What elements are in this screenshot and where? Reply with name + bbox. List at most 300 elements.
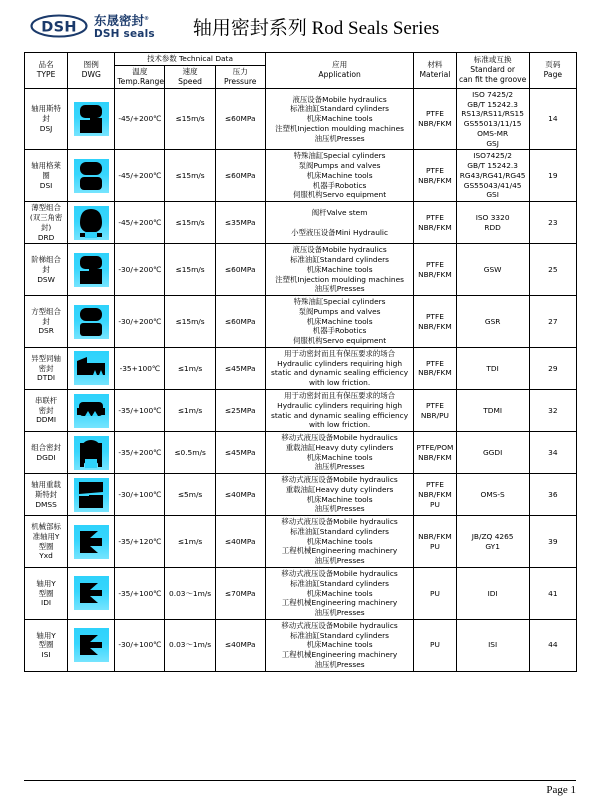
- header-pressure-en: Pressure: [224, 76, 257, 86]
- table-row: [25, 619, 577, 671]
- table-body: [25, 88, 577, 671]
- seal-dgdi-icon: [74, 436, 109, 470]
- application-line: 机床Machine tools: [306, 536, 373, 546]
- application-line: 小型液压设备Mini Hydraulic: [291, 227, 389, 237]
- standard-line: GGDI: [482, 447, 503, 457]
- type-line: DRD: [37, 232, 55, 242]
- seal-dsw-icon: [74, 253, 109, 287]
- application-line: 油压机Presses: [314, 608, 365, 618]
- cell-speed: 0.03～1m/s: [165, 568, 215, 620]
- type-line: DMSS: [35, 499, 57, 509]
- application-line: 油压机Presses: [314, 504, 365, 514]
- cell-page-number: 23: [529, 202, 576, 244]
- page-footer: [24, 780, 576, 796]
- type-line: 封: [42, 316, 50, 326]
- cell-type: [25, 390, 68, 432]
- cell-temperature: -35/+200℃: [115, 432, 165, 474]
- table-row: [25, 296, 577, 348]
- column-header-standard: [456, 53, 529, 89]
- type-line: DDMI: [36, 415, 57, 425]
- type-line: 异型同轴: [31, 353, 61, 363]
- type-line: 阶梯组合: [31, 255, 61, 265]
- cell-temperature: -45/+200℃: [115, 88, 165, 150]
- application-line: Hydraulic cylinders requiring high static and dynamic sealing efficiency with low friction.: [271, 400, 409, 430]
- material-line: PTFE: [425, 480, 444, 489]
- cell-material: [414, 390, 456, 432]
- cell-application: [265, 474, 414, 516]
- cell-standard: [456, 432, 529, 474]
- cell-application: [265, 619, 414, 671]
- type-line: DGDI: [36, 452, 56, 462]
- cell-standard: [456, 88, 529, 150]
- cell-type: [25, 296, 68, 348]
- seal-dsi-icon: [74, 159, 109, 193]
- seal-idi-icon: [74, 576, 109, 610]
- cell-pressure: ≤40MPa: [215, 619, 265, 671]
- cell-page-number: 25: [529, 244, 576, 296]
- seal-dmss-icon: [74, 478, 109, 512]
- cell-speed: ≤15m/s: [165, 296, 215, 348]
- header-standard-en2: can fit the groove: [458, 75, 527, 85]
- cell-material: [414, 619, 456, 671]
- cell-pressure: ≤70MPa: [215, 568, 265, 620]
- cell-type: [25, 88, 68, 150]
- cell-material: [414, 347, 456, 389]
- cell-type: [25, 568, 68, 620]
- cell-standard: [456, 474, 529, 516]
- table-row: [25, 347, 577, 389]
- type-line: 机械部标: [31, 522, 61, 532]
- type-line: 组合密封: [31, 442, 61, 452]
- cell-pressure: ≤60MPa: [215, 244, 265, 296]
- cell-temperature: -35/+120℃: [115, 516, 165, 568]
- application-line: 标准油缸Standard cylinders: [290, 578, 390, 588]
- type-line: DSR: [38, 326, 54, 336]
- application-line: 工程机械Engineering machinery: [281, 650, 398, 660]
- application-line: 标准油缸Standard cylinders: [290, 104, 390, 114]
- cell-standard: [456, 516, 529, 568]
- type-line: 密封: [38, 363, 54, 373]
- cell-drawing: [68, 296, 115, 348]
- application-line: 油压机Presses: [314, 556, 365, 566]
- application-line: 注塑机Injection moulding machines: [275, 123, 404, 133]
- application-line: 机器手Robotics: [312, 326, 367, 336]
- cell-pressure: ≤40MPa: [215, 516, 265, 568]
- header-standard-en1: Standard or: [470, 65, 515, 75]
- cell-pressure: ≤45MPa: [215, 347, 265, 389]
- cell-temperature: -30/+200℃: [115, 244, 165, 296]
- header-pressure-cn: 压力: [232, 66, 248, 76]
- application-line: 机床Machine tools: [306, 264, 373, 274]
- standard-line: TDMI: [483, 405, 502, 415]
- application-line: [268, 218, 412, 228]
- material-line: PTFE: [425, 109, 444, 119]
- application-line: 标准油缸Standard cylinders: [290, 255, 390, 265]
- material-line: PTFE: [425, 259, 444, 269]
- type-line: DSW: [37, 274, 55, 284]
- type-line: 轴用斯特: [31, 104, 61, 114]
- standard-line: GB/T 15242.3: [467, 99, 518, 109]
- material-line: PTFE: [425, 400, 444, 410]
- cell-material: [414, 244, 456, 296]
- type-line: 型圈: [38, 640, 54, 650]
- application-line: 阀杆Valve stem: [311, 208, 368, 218]
- material-line: PTFE: [425, 358, 444, 368]
- column-header-page: [529, 53, 576, 89]
- table-header: [25, 53, 577, 89]
- header-type-cn: 品名: [38, 60, 54, 70]
- standard-line: RDD: [484, 222, 501, 232]
- application-line: 液压设备Mobile hydraulics: [292, 245, 387, 255]
- header-application-cn: 应用: [332, 60, 348, 70]
- application-line: 机器手Robotics: [312, 180, 367, 190]
- material-line: PTFE: [425, 166, 444, 176]
- cell-speed: ≤1m/s: [165, 390, 215, 432]
- type-line: 准轴用Y: [32, 531, 60, 541]
- header-material-cn: 材料: [427, 60, 443, 70]
- standard-line: ISO 3320: [475, 212, 510, 222]
- standard-line: GB/T 15242.3: [467, 161, 518, 171]
- table-row: [25, 202, 577, 244]
- column-header-speed: [165, 65, 215, 88]
- application-line: 油压机Presses: [314, 659, 365, 669]
- table-row: [25, 244, 577, 296]
- application-line: 标准油缸Standard cylinders: [290, 630, 390, 640]
- application-line: 伺服机构Servo equipment: [293, 190, 387, 200]
- cell-speed: 0.03～1m/s: [165, 619, 215, 671]
- type-line: ISI: [41, 650, 51, 660]
- cell-drawing: [68, 244, 115, 296]
- cell-drawing: [68, 88, 115, 150]
- column-header-dwg: [68, 53, 115, 89]
- cell-pressure: ≤60MPa: [215, 150, 265, 202]
- cell-standard: [456, 150, 529, 202]
- cell-drawing: [68, 347, 115, 389]
- application-line: 注塑机Injection moulding machines: [275, 274, 404, 284]
- material-line: PU: [429, 541, 440, 551]
- cell-application: [265, 202, 414, 244]
- type-line: 封: [42, 114, 50, 124]
- column-header-technical-data: 技术参数 Technical Data: [115, 53, 266, 66]
- cell-speed: ≤0.5m/s: [165, 432, 215, 474]
- column-header-application: [265, 53, 414, 89]
- cell-application: [265, 296, 414, 348]
- type-line: 轴用格莱: [31, 161, 61, 171]
- header-speed-cn: 速度: [182, 66, 198, 76]
- standard-line: GSJ: [486, 138, 499, 148]
- cell-drawing: [68, 516, 115, 568]
- cell-page-number: 39: [529, 516, 576, 568]
- type-line: IDI: [41, 598, 52, 608]
- table-row: [25, 88, 577, 150]
- header-row-1: [25, 53, 577, 66]
- type-line: 斯特封: [34, 489, 58, 499]
- standard-line: TDI: [486, 363, 499, 373]
- cell-drawing: [68, 202, 115, 244]
- cell-type: [25, 202, 68, 244]
- cell-material: [414, 202, 456, 244]
- cell-standard: [456, 390, 529, 432]
- cell-speed: ≤15m/s: [165, 150, 215, 202]
- cell-application: [265, 390, 414, 432]
- material-line: PTFE/POM: [416, 442, 454, 452]
- cell-material: [414, 516, 456, 568]
- column-header-material: [414, 53, 456, 89]
- cell-standard: [456, 347, 529, 389]
- application-line: 用于动密封而且有保压要求的场合: [284, 391, 396, 400]
- application-line: 特殊油缸Special cylinders: [293, 297, 386, 307]
- application-line: 泵阀Pumps and valves: [298, 161, 381, 171]
- material-line: NBR/FKM: [418, 222, 452, 232]
- application-line: 标准油缸Standard cylinders: [290, 526, 390, 536]
- standard-line: RS13/RS11/RS15: [461, 109, 524, 119]
- type-line: 轴用Y: [36, 578, 56, 588]
- application-line: 机床Machine tools: [306, 170, 373, 180]
- type-line: DSI: [39, 180, 53, 190]
- material-line: NBR/FKM: [418, 175, 452, 185]
- type-line: 型圈: [38, 541, 54, 551]
- application-line: 移动式液压设备Mobile hydraulics: [281, 517, 398, 527]
- cell-standard: [456, 244, 529, 296]
- type-line: 封): [40, 222, 52, 232]
- seal-ddmi-icon: [74, 394, 109, 428]
- application-line: 伺服机构Servo equipment: [293, 336, 387, 346]
- standard-line: ISI: [488, 640, 498, 650]
- standard-line: IDI: [487, 588, 498, 598]
- cell-page-number: 19: [529, 150, 576, 202]
- material-line: NBR/FKM: [418, 489, 452, 499]
- type-line: 轴用Y: [36, 630, 56, 640]
- header-material-en: Material: [419, 70, 451, 80]
- cell-standard: [456, 202, 529, 244]
- cell-temperature: -45/+200℃: [115, 202, 165, 244]
- cell-temperature: -35+100℃: [115, 347, 165, 389]
- cell-pressure: ≤40MPa: [215, 474, 265, 516]
- material-line: NBR/FKM: [418, 119, 452, 129]
- standard-line: GY1: [485, 541, 500, 551]
- application-line: 泵阀Pumps and valves: [298, 306, 381, 316]
- material-line: NBR/FKM: [418, 531, 452, 541]
- cell-drawing: [68, 619, 115, 671]
- type-line: Yxd: [39, 551, 53, 561]
- cell-type: [25, 516, 68, 568]
- header-page-cn: 页码: [545, 60, 561, 70]
- application-line: 重载油缸Heavy duty cylinders: [285, 484, 394, 494]
- standard-line: OMS-MR: [477, 128, 509, 138]
- application-line: 油压机Presses: [314, 133, 365, 143]
- cell-temperature: -30/+100℃: [115, 619, 165, 671]
- seal-dsr-icon: [74, 305, 109, 339]
- type-line: 薄型组合: [31, 203, 61, 213]
- seal-isi-icon: [74, 628, 109, 662]
- standard-line: RG43/RG41/RG45: [459, 170, 526, 180]
- table-row: [25, 432, 577, 474]
- header-type-en: TYPE: [36, 70, 56, 80]
- type-line: 密封: [38, 405, 54, 415]
- standard-line: GSW: [483, 264, 502, 274]
- table-row: [25, 474, 577, 516]
- cell-speed: ≤15m/s: [165, 202, 215, 244]
- cell-application: [265, 568, 414, 620]
- application-line: 机床Machine tools: [306, 452, 373, 462]
- brand-name-en: DSH seals: [94, 27, 155, 40]
- cell-temperature: -35/+100℃: [115, 568, 165, 620]
- type-line: 串联杆: [34, 395, 58, 405]
- cell-pressure: ≤35MPa: [215, 202, 265, 244]
- type-line: 封: [42, 264, 50, 274]
- column-header-pressure: [215, 65, 265, 88]
- cell-page-number: 14: [529, 88, 576, 150]
- table-row: [25, 150, 577, 202]
- application-line: 工程机械Engineering machinery: [281, 546, 398, 556]
- column-header-type: [25, 53, 68, 89]
- type-line: DSJ: [39, 123, 53, 133]
- material-line: PTFE: [425, 212, 444, 222]
- standard-line: GS55043/41/45: [463, 180, 522, 190]
- application-line: Hydraulic cylinders requiring high static and dynamic sealing efficiency with low friction.: [271, 358, 409, 388]
- cell-page-number: 29: [529, 347, 576, 389]
- cell-speed: ≤15m/s: [165, 88, 215, 150]
- material-line: NBR/FKM: [418, 368, 452, 378]
- cell-material: [414, 296, 456, 348]
- cell-temperature: -45/+200℃: [115, 150, 165, 202]
- header-page-en: Page: [543, 70, 563, 80]
- standard-line: GSR: [484, 316, 501, 326]
- cell-material: [414, 432, 456, 474]
- svg-text:DSH: DSH: [41, 19, 77, 36]
- dsh-logo-icon: [30, 14, 90, 38]
- application-line: 工程机械Engineering machinery: [281, 598, 398, 608]
- type-line: DTDI: [37, 373, 56, 383]
- cell-drawing: [68, 474, 115, 516]
- cell-speed: ≤1m/s: [165, 516, 215, 568]
- cell-application: [265, 516, 414, 568]
- type-line: 圈: [42, 170, 50, 180]
- cell-drawing: [68, 432, 115, 474]
- page-title: 轴用密封系列 Rod Seals Series: [192, 17, 440, 39]
- application-line: 用于动密封而且有保压要求的场合: [284, 348, 396, 358]
- standard-line: ISO7425/2: [473, 151, 512, 161]
- header-application-en: Application: [318, 70, 361, 80]
- seal-drd-icon: [74, 206, 109, 240]
- type-line: 轴用重载: [31, 480, 61, 489]
- material-line: NBR/FKM: [418, 269, 452, 279]
- cell-application: [265, 347, 414, 389]
- cell-application: [265, 244, 414, 296]
- cell-pressure: ≤60MPa: [215, 296, 265, 348]
- brand-name-cn: 东晟密封: [94, 13, 145, 28]
- page-header: [0, 0, 600, 52]
- cell-speed: ≤5m/s: [165, 474, 215, 516]
- header-temp-cn: 温度: [132, 66, 148, 76]
- material-line: PU: [429, 640, 440, 650]
- standard-line: ISO 7425/2: [472, 89, 514, 99]
- application-line: 移动式液压设备Mobile hydraulics: [281, 620, 398, 630]
- application-line: 移动式液压设备Mobile hydraulics: [281, 433, 398, 443]
- header-dwg-cn: 图例: [83, 60, 99, 70]
- application-line: 油压机Presses: [314, 462, 365, 472]
- standard-line: OMS-S: [480, 489, 505, 499]
- brand-wordmark: [94, 15, 155, 39]
- header-dwg-en: DWG: [81, 70, 101, 80]
- cell-application: [265, 150, 414, 202]
- column-header-temperature: [115, 65, 165, 88]
- application-line: 移动式液压设备Mobile hydraulics: [281, 475, 398, 485]
- cell-type: [25, 244, 68, 296]
- cell-temperature: -30/+100℃: [115, 474, 165, 516]
- application-line: 机床Machine tools: [306, 588, 373, 598]
- footer-page-number: Page 1: [546, 784, 576, 796]
- application-line: 机床Machine tools: [306, 316, 373, 326]
- standard-line: JB/ZQ 4265: [471, 531, 514, 541]
- cell-pressure: ≤45MPa: [215, 432, 265, 474]
- cell-standard: [456, 619, 529, 671]
- seal-dtdi-icon: [74, 351, 109, 385]
- application-line: 液压设备Mobile hydraulics: [292, 94, 387, 104]
- application-line: 机床Machine tools: [306, 494, 373, 504]
- material-line: PU: [429, 499, 440, 509]
- cell-drawing: [68, 390, 115, 432]
- application-line: 机床Machine tools: [306, 114, 373, 124]
- registered-trademark-icon: ®: [144, 15, 150, 22]
- material-line: NBR/FKM: [418, 321, 452, 331]
- cell-temperature: -35/+100℃: [115, 390, 165, 432]
- material-line: NBR/PU: [420, 410, 449, 420]
- cell-type: [25, 150, 68, 202]
- table-row: [25, 568, 577, 620]
- type-line: (双三角密: [29, 212, 63, 222]
- cell-type: [25, 619, 68, 671]
- material-line: PTFE: [425, 311, 444, 321]
- cell-temperature: -30/+200℃: [115, 296, 165, 348]
- application-line: 机床Machine tools: [306, 640, 373, 650]
- cell-pressure: ≤60MPa: [215, 88, 265, 150]
- cell-type: [25, 474, 68, 516]
- header-standard-cn: 标准或互换: [473, 55, 512, 65]
- type-line: 型圈: [38, 588, 54, 598]
- cell-page-number: 27: [529, 296, 576, 348]
- cell-page-number: 36: [529, 474, 576, 516]
- cell-type: [25, 432, 68, 474]
- cell-page-number: 44: [529, 619, 576, 671]
- standard-line: GS55013/11/15: [463, 119, 522, 129]
- material-line: NBR/FKM: [418, 452, 452, 462]
- cell-drawing: [68, 568, 115, 620]
- table-row: [25, 390, 577, 432]
- cell-material: [414, 474, 456, 516]
- table-row: [25, 516, 577, 568]
- type-line: 方型组合: [31, 306, 61, 316]
- header-speed-en: Speed: [178, 76, 202, 86]
- cell-material: [414, 150, 456, 202]
- header-temp-en: Temp.Range: [117, 76, 165, 86]
- cell-page-number: 34: [529, 432, 576, 474]
- cell-pressure: ≤25MPa: [215, 390, 265, 432]
- cell-speed: ≤15m/s: [165, 244, 215, 296]
- cell-page-number: 41: [529, 568, 576, 620]
- cell-type: [25, 347, 68, 389]
- application-line: 特殊油缸Special cylinders: [293, 151, 386, 161]
- cell-material: [414, 568, 456, 620]
- cell-standard: [456, 296, 529, 348]
- standard-line: GSI: [486, 190, 499, 200]
- cell-application: [265, 432, 414, 474]
- cell-material: [414, 88, 456, 150]
- cell-speed: ≤1m/s: [165, 347, 215, 389]
- brand-logo: [30, 14, 155, 38]
- seals-catalog-table: [24, 52, 577, 672]
- seal-dsj-icon: [74, 102, 109, 136]
